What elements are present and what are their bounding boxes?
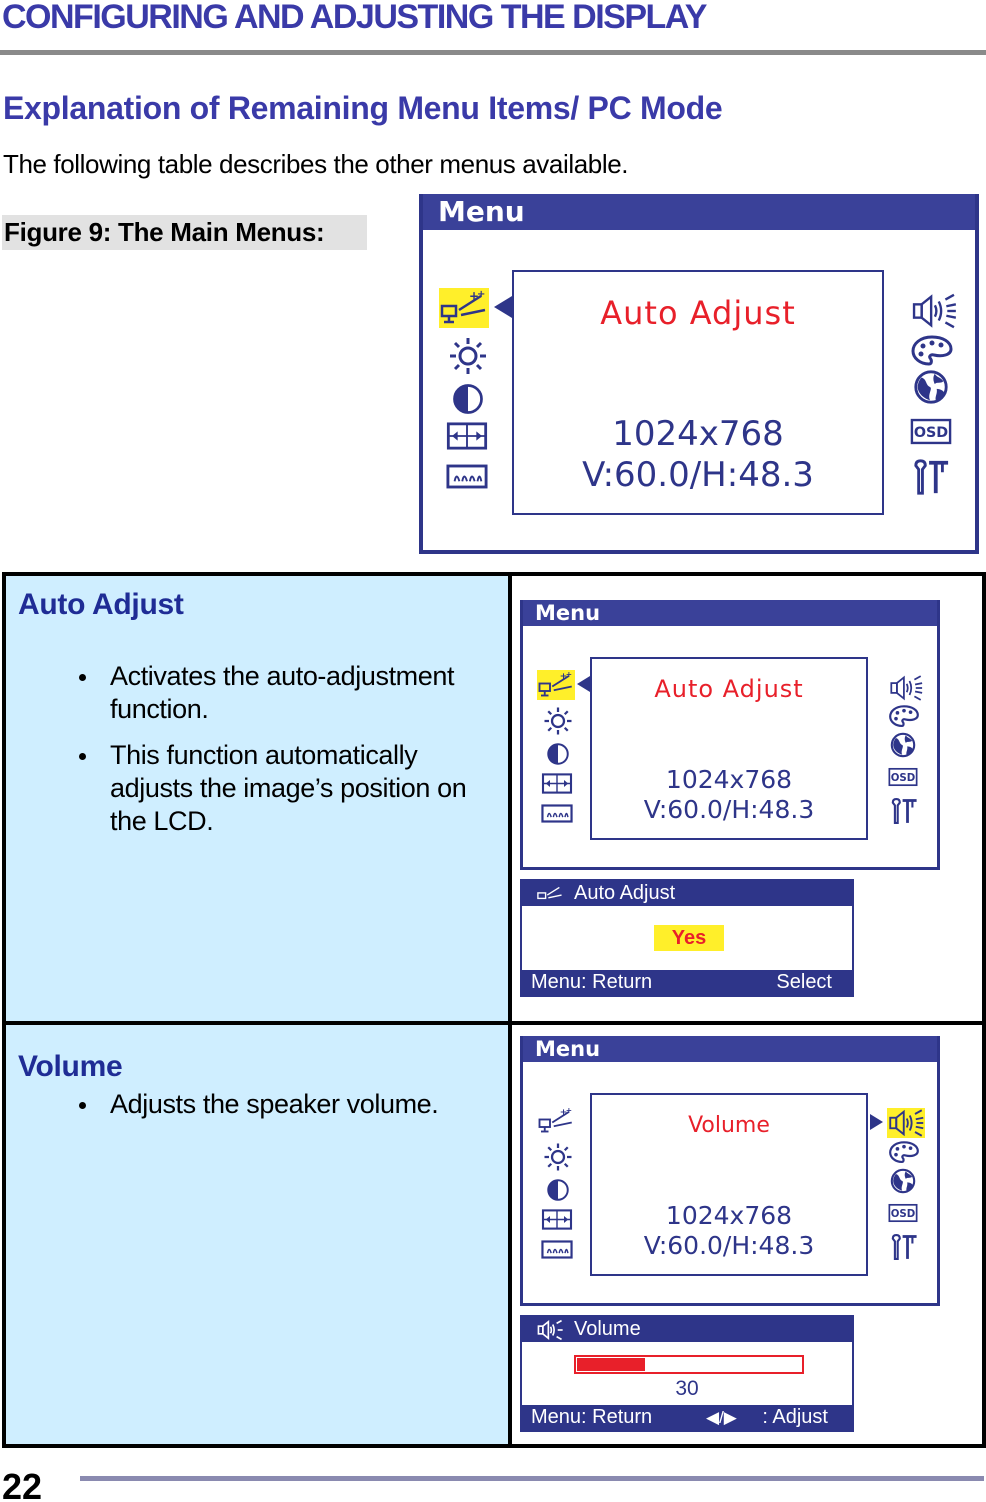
osd-menu-bar [523,600,937,626]
auto-adjust-dialog [520,879,854,997]
osd-info-panel [512,270,884,515]
auto-adjust-icon [534,883,566,905]
dialog-footer [522,970,852,995]
section-title: Explanation of Remaining Menu Items/ PC Mode [3,90,723,126]
table-row-divider [6,1021,982,1025]
osd-icon [910,418,952,445]
footer-hint-return: Menu: Return [531,1406,653,1428]
language-icon [889,731,917,759]
auto-adjust-menu-figure [520,600,940,870]
color-icon [910,334,954,368]
dialog-title: Volume [574,1318,641,1340]
osd-menu-label: Menu [535,601,601,625]
volume-slider[interactable] [574,1355,804,1374]
footer-hint-adjust: : Adjust [762,1406,828,1428]
clock-icon [541,804,573,823]
language-icon [889,1167,917,1195]
volume-slider-fill [577,1358,645,1371]
main-menu-figure [419,194,979,554]
osd-icon [888,767,918,787]
resolution-text: 1024x768 [665,765,793,794]
brightness-icon [543,1142,573,1172]
position-icon [541,773,573,794]
tools-icon [910,458,952,496]
intro-text: The following table describes the other menus available. [3,149,629,179]
left-right-arrows-icon: ◀/▶ [706,1408,737,1427]
dialog-footer [522,1405,852,1430]
list-item: This function automatically adjusts the image’s position on the LCD. [18,739,502,838]
volume-icon [536,1319,564,1341]
selection-pointer [870,1114,883,1130]
auto-adjust-icon [537,670,575,700]
frequency-text: V:60.0/H:48.3 [643,1231,815,1260]
brightness-icon [448,336,488,376]
table-column-divider [508,576,512,1444]
position-icon [446,422,488,450]
chapter-title: CONFIGURING AND ADJUSTING THE DISPLAY [2,0,706,36]
list-item: Activates the auto-adjustment function. [18,660,502,726]
auto-adjust-icon [537,1106,575,1136]
resolution-text: 1024x768 [665,1201,793,1230]
osd-menu-bar [523,1036,937,1062]
tools-icon [888,797,920,825]
osd-menu-label: Menu [535,1037,601,1061]
osd-icon [888,1203,918,1223]
osd-info-panel [590,657,868,840]
auto-adjust-bullets [18,660,502,851]
brightness-icon [543,706,573,736]
selection-pointer [577,676,590,692]
color-icon [888,704,920,729]
position-icon [541,1209,573,1230]
volume-icon [887,1108,925,1138]
menu-items-table [2,572,986,1448]
volume-icon [910,292,958,330]
selection-pointer [494,296,512,318]
page-number: 22 [2,1466,43,1502]
osd-item-title: Auto Adjust [600,294,796,332]
volume-dialog [520,1315,854,1432]
footer-hint-select: Select [776,971,832,993]
dialog-header [522,1317,852,1342]
contrast-icon [545,1177,571,1203]
list-item: Adjusts the speaker volume. [18,1088,502,1121]
language-icon [912,368,950,406]
contrast-icon [450,381,486,417]
resolution-text: 1024x768 [612,414,784,454]
osd-resolution [592,765,866,825]
volume-heading: Volume [18,1050,123,1083]
auto-adjust-heading: Auto Adjust [18,588,184,621]
dialog-title: Auto Adjust [574,882,676,904]
clock-icon [446,464,488,489]
footer-hint-return: Menu: Return [531,971,653,993]
footer-divider [80,1476,984,1481]
dialog-header [522,881,852,906]
figure-label: Figure 9: The Main Menus: [2,215,367,250]
volume-icon [888,674,924,702]
osd-resolution [592,1201,866,1261]
volume-value: 30 [675,1377,699,1400]
osd-info-panel [590,1093,868,1276]
volume-bullets [18,1088,502,1134]
frequency-text: V:60.0/H:48.3 [643,795,815,824]
osd-menu-label: Menu [438,195,525,228]
header-divider [0,50,986,55]
auto-adjust-icon [439,288,489,328]
volume-menu-figure [520,1036,940,1306]
osd-resolution [514,414,882,496]
color-icon [888,1140,920,1165]
osd-item-title: Volume [688,1113,770,1138]
yes-button[interactable]: Yes [654,925,724,951]
tools-icon [888,1233,920,1261]
contrast-icon [545,741,571,767]
frequency-text: V:60.0/H:48.3 [582,454,814,495]
osd-item-title: Auto Adjust [654,675,804,703]
clock-icon [541,1240,573,1259]
osd-menu-bar [423,194,975,230]
